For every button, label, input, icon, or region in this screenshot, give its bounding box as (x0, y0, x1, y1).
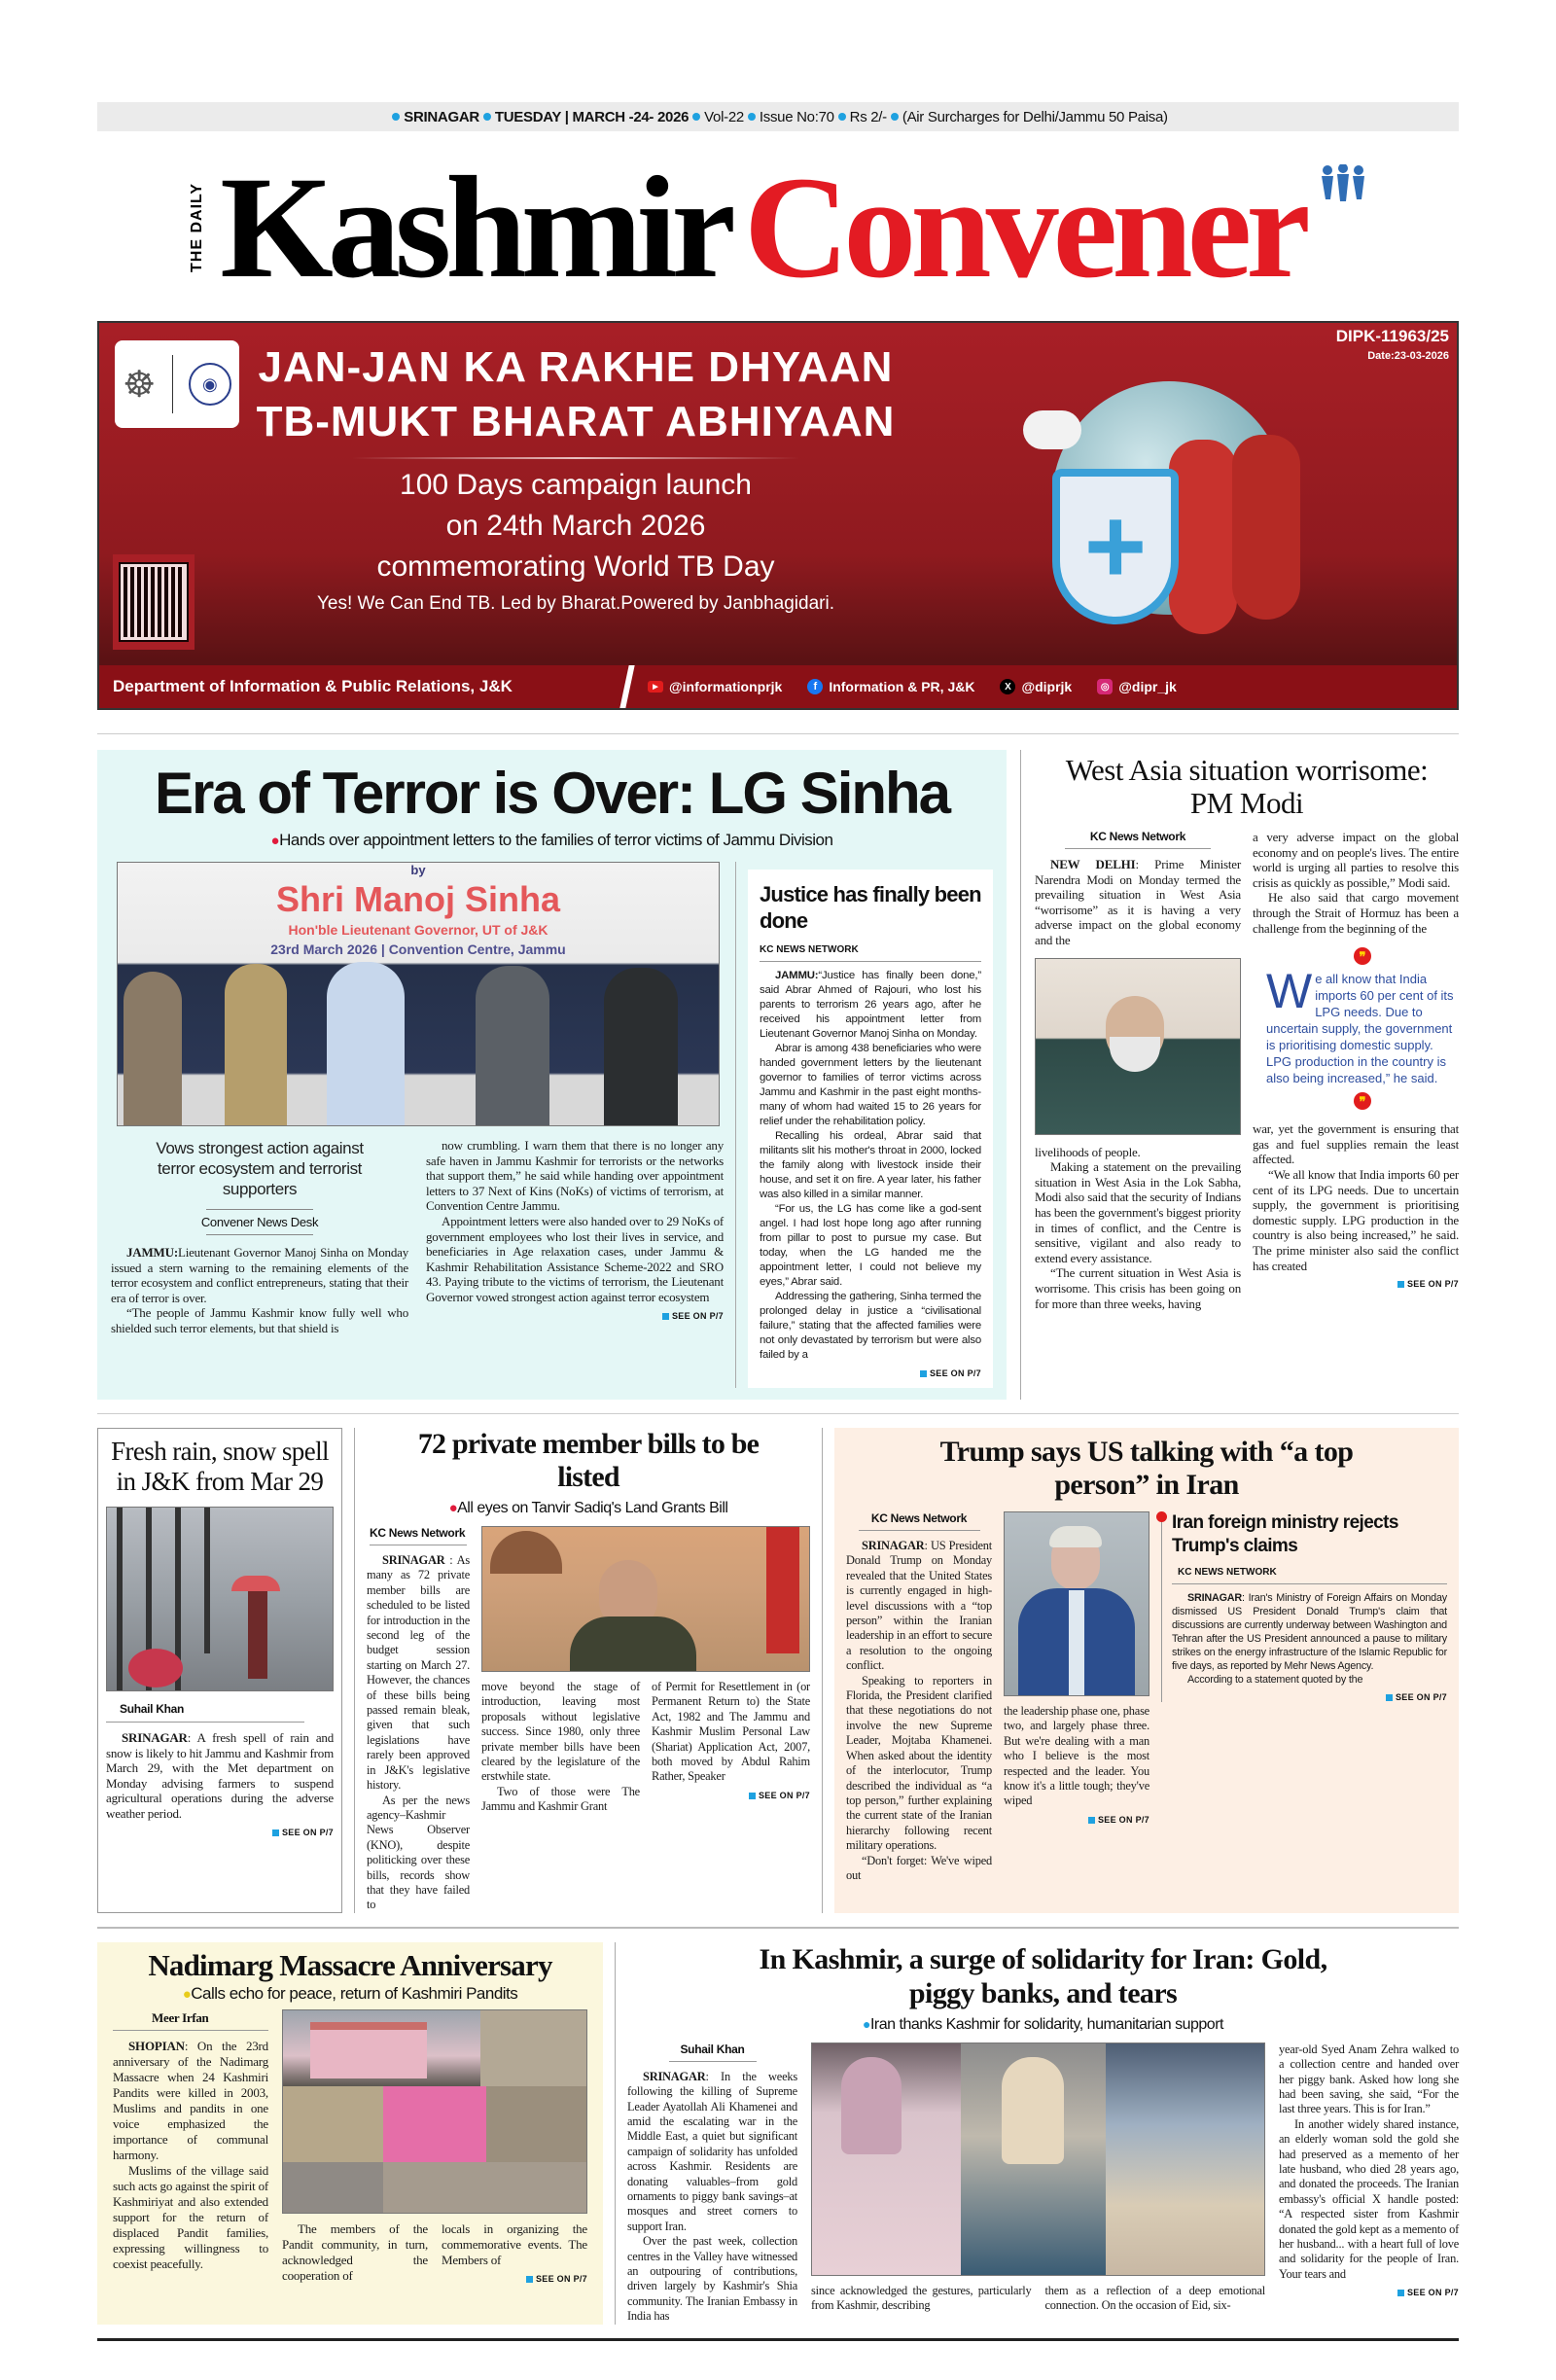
photo-banner-name: Shri Manoj Sinha (275, 879, 561, 919)
modi-col-2-top (1253, 830, 1459, 936)
solidarity-subhead-text: Iran thanks Kashmir for solidarity, humanitarian support (869, 2015, 1223, 2033)
social-youtube[interactable] (648, 679, 782, 694)
lead-photo[interactable] (117, 862, 720, 1126)
square-bullet-icon (662, 1313, 669, 1320)
masthead (97, 137, 1459, 317)
trump-story (834, 1428, 1459, 1913)
lead-kicker: Vows strongest action against terror ecosystem and terrorist supporters (156, 1139, 364, 1198)
paragraph (367, 1553, 470, 1794)
advert-headline-2: TB-MUKT BHARAT ABHIYAAN (256, 398, 896, 445)
sidebar-body (760, 969, 981, 1363)
solidarity-col-4 (1279, 2043, 1459, 2283)
qr-code[interactable] (113, 554, 194, 650)
dateline-surcharge: (Air Surcharges for Delhi/Jammu 50 Paisa) (902, 108, 1168, 125)
bills-col-2 (481, 1680, 640, 1815)
social-instagram[interactable] (1097, 679, 1177, 694)
solidarity-byline: Suhail Khan (669, 2043, 757, 2062)
page-bottom-rule (97, 2338, 1459, 2341)
bills-col-1 (367, 1553, 470, 1913)
paragraph-text: since acknowledged the gestures, particularly from Kashmir, describing (811, 2283, 1032, 2313)
paragraph (481, 1680, 640, 1785)
pull-quote-text: e all know that India imports 60 per cent of its LPG needs. Due to uncertain supply, the government is prioritising domestic supply. LPG production in the country is also being increased,” he said. (1266, 972, 1454, 1086)
trump-photo[interactable] (1004, 1511, 1149, 1696)
paragraph-text: now crumbling. I warn them that there is no longer any safe haven in Jammu Kashmir for terrorists or the networks that support them,” he said while handing over appointment letters to 37 Next of Kins (NoKs) of victims of terrorism, at Convention Centre Jammu. (426, 1138, 724, 1214)
paragraph (1253, 1167, 1459, 1273)
weather-story (97, 1428, 342, 1913)
paragraph-text: war, yet the government is ensuring that gas and fuel supplies remain the least affected. (1253, 1121, 1459, 1167)
see-on-link[interactable] (1172, 1692, 1447, 1702)
paragraph-text: The members of the Pandit community, in turn, acknowledged the cooperation of (282, 2220, 428, 2283)
lead-byline: Convener News Desk (200, 1215, 319, 1229)
modi-story (1035, 750, 1459, 1400)
bills-subhead (367, 1498, 810, 1518)
bills-story (367, 1428, 810, 1913)
paragraph (1253, 1121, 1459, 1167)
paragraph-text: In another widely shared instance, an elderly woman sold the gold she had preserved as a memento of her late husband, who died 28 years ago, and donated the proceeds. The Iranian embassy's official X handle posted: “A respected sister from Kashmir donated the gold kept as a memento of her husband... with a heart full of love and solidarity for the people of Iran. Your tears and (1279, 2116, 1459, 2281)
nadimarg-headline: Nadimarg Massacre Anniversary (148, 1947, 552, 1982)
masthead-title-convener: Convener (743, 146, 1305, 308)
shield-plus-icon: + (1052, 469, 1179, 624)
paragraph-text: Over the past week, collection centres in the Valley have witnessed an outpouring of contributions, driven largely by Kashmir's Shia community. The Iranian Embassy in India has (627, 2234, 797, 2324)
paragraph-text: Two of those were The Jammu and Kashmir Grant (481, 1784, 640, 1814)
paragraph (1035, 1265, 1241, 1311)
advert-dept: Department of Information & Public Relations, J&K (113, 677, 513, 695)
bullet-icon (483, 113, 491, 121)
advert-text-block (245, 340, 906, 617)
lead-subhead (111, 830, 993, 852)
paragraph (1035, 1159, 1241, 1265)
paragraph-text: Making a statement on the prevailing situation in West Asia in the Lok Sabha, Modi also said that the security of Indians has been the government's biggest priority in times of conflict, and the Centre is sensitive, vigilant and also ready to extend every assistance. (1035, 1159, 1241, 1265)
lead-col-2 (426, 1138, 724, 1305)
social-facebook[interactable] (807, 679, 974, 694)
trump-col-1 (846, 1539, 992, 1883)
paragraph (1279, 2043, 1459, 2117)
quote-close-icon: ❞ (1354, 1092, 1371, 1110)
nadimarg-col-3 (442, 2221, 587, 2268)
see-on-link[interactable] (1279, 2288, 1459, 2297)
lead-col-2-wrap (426, 1138, 724, 1321)
solidarity-story (627, 1942, 1459, 2325)
see-on-link[interactable] (426, 1311, 724, 1321)
x-icon: X (1000, 679, 1015, 694)
paragraph (760, 969, 981, 1042)
advert-line-2: on 24th March 2026 (445, 510, 706, 542)
bills-subhead-text: All eyes on Tanvir Sadiq's Land Grants Bill (457, 1500, 728, 1516)
modi-col-1-top (1035, 857, 1241, 948)
dateline-lead: SRINAGAR (862, 1539, 925, 1552)
iran-sidebar (1161, 1511, 1447, 1702)
dateline-price: Rs 2/- (849, 108, 887, 125)
trump-headline: Trump says US talking with “a top person” in Iran (939, 1436, 1354, 1501)
advert-line-3: commemorating World TB Day (376, 551, 775, 583)
modi-photo[interactable] (1035, 958, 1241, 1135)
bullet-icon: ● (863, 2015, 870, 2032)
dateline-lead: SRINAGAR (382, 1553, 445, 1567)
bullet-icon (692, 113, 700, 121)
square-bullet-icon (920, 1370, 927, 1377)
paragraph (111, 1245, 408, 1305)
paragraph (627, 2070, 797, 2234)
modi-headline: West Asia situation worrisome: PM Modi (1065, 753, 1429, 820)
see-on-link[interactable] (1004, 1815, 1149, 1825)
paragraph-text: : Prime Minister Narendra Modi on Monday termed the prevailing situation in West Asia “worrisome” as it is having a very adverse impact on the global economy and the (1035, 857, 1241, 947)
paragraph-text: them as a reflection of a deep emotional connection. On the occasion of Eid, six- (1044, 2283, 1265, 2313)
paragraph-text: : Iran's Ministry of Foreign Affairs on Monday dismissed US President Donald Trump's claim that discussions are currently underway between Washington and Tehran after the US President announced a pause to military strikes on the energy infrastructure of the Islamic Republic for five days, as reported by Mehr News Agency. (1172, 1592, 1447, 1672)
advert-footer (99, 665, 1457, 708)
solidarity-headline: In Kashmir, a surge of solidarity for Iran: Gold, piggy banks, and tears (759, 1942, 1327, 2009)
paragraph (1035, 1145, 1241, 1160)
dateline-issue: Issue No:70 (759, 108, 834, 125)
see-on-text: SEE ON P/7 (1406, 1279, 1459, 1290)
solidarity-subhead (627, 2014, 1459, 2035)
dateline-lead: NEW DELHI (1050, 857, 1136, 871)
paragraph-text: year-old Syed Anam Zehra walked to a collection centre and handed over her piggy bank. Asked how long she had been saving, she said, “For the last three years. This is for Iran.” (1279, 2042, 1459, 2116)
dateline-bar (97, 102, 1459, 131)
see-on-text: SEE ON P/7 (1395, 1692, 1447, 1702)
see-on-text: SEE ON P/7 (1097, 1814, 1149, 1825)
govt-logos (115, 340, 239, 428)
paragraph-text: “The current situation in West Asia is worrisome. This crisis has been going on for more than three weeks, having (1035, 1265, 1241, 1311)
paragraph (1172, 1591, 1447, 1673)
advert-headline-1: JAN-JAN KA RAKHE DHYAAN (258, 343, 894, 391)
nadimarg-story (97, 1942, 603, 2325)
trump-byline: KC News Network (859, 1511, 980, 1531)
paragraph (1253, 890, 1459, 936)
paragraph-text: : A fresh spell of rain and snow is likely to hit Jammu and Kashmir from March 29, with the Met department on Monday advising farmers to suspend agricultural operations during the adverse weather period. (106, 1730, 334, 1821)
social-handle: @informationprjk (669, 679, 783, 694)
red-dot-icon (1156, 1511, 1167, 1522)
square-bullet-icon (526, 2276, 533, 2283)
paragraph-text: of Permit for Resettlement in (or Permanent Return to) the State Act, 1982 and The Jammu and Kashmir Muslim Personal Law (Shariat) Application Act, 2007, both moved by Abdul Rahim Rather, Speaker (652, 1680, 810, 1784)
advert-date: Date:23-03-2026 (1367, 350, 1449, 362)
paragraph (111, 1305, 408, 1335)
paragraph-text: a very adverse impact on the global economy and on people's lives. The entire world is urging all parties to resolve this crisis as quickly as possible,” Modi said. (1253, 830, 1459, 890)
paragraph-text: Muslims of the village said such acts go against the spirit of Kashmiriyat and also extended support for the return of displaced Pandit families, expressing willingness to coexist peacefully. (113, 2162, 268, 2271)
see-on-link[interactable] (1253, 1279, 1459, 1289)
youtube-icon: ▶ (648, 681, 663, 693)
dateline-lead: SHOPIAN (128, 2038, 185, 2053)
modi-col-1-bottom (1035, 1145, 1241, 1312)
modi-pull-quote (1266, 971, 1459, 1086)
nadimarg-col-1 (113, 2039, 268, 2272)
paragraph-text: : US President Donald Trump on Monday revealed that the United States is currently engaged in high-level discussions with a “top person” within the Iranian leadership in an effort to secure a resolution to the ongoing conflict. (846, 1539, 992, 1673)
paragraph (846, 1539, 992, 1674)
paragraph-text: “We all know that India imports 60 per cent of its LPG needs. Due to uncertain supply, the government is prioritising domestic supply. LPG production in the country is also being increased,” he said. The prime minister also said the conflict has created (1253, 1166, 1459, 1273)
social-x[interactable] (1000, 679, 1072, 694)
instagram-icon: ◎ (1097, 679, 1113, 694)
dateline-lead: SRINAGAR (122, 1730, 188, 1745)
people-group-icon (1319, 164, 1367, 205)
paragraph-text: move beyond the stage of introduction, leaving most proposals without legislative success. Since 1980, only three private member bills have been cleared by the legislature of the erstwhile state. (481, 1680, 640, 1784)
see-on-link[interactable] (652, 1791, 810, 1800)
bullet-icon (838, 113, 846, 121)
weather-body (106, 1730, 334, 1822)
paragraph (1172, 1673, 1447, 1687)
see-on-text: SEE ON P/7 (281, 1827, 334, 1837)
paragraph-text: “Justice has finally been done,” said Abrar Ahmed of Rajouri, who lost his parents to terrorism 26 years ago, after he received his appointment letter from Lieutenant Governor Manoj Sinha on Monday. (760, 970, 981, 1040)
iran-headline: Iran foreign ministry rejects Trump's claims (1172, 1512, 1398, 1556)
paragraph (113, 2163, 268, 2272)
bullet-icon: ● (182, 1985, 192, 2003)
social-handle: @diprjk (1021, 679, 1073, 694)
see-on-link[interactable] (760, 1368, 981, 1378)
see-on-link[interactable] (106, 1828, 334, 1837)
paragraph (442, 2221, 587, 2268)
paragraph (652, 1680, 810, 1785)
masthead-title-kashmir: Kashmir (220, 146, 730, 308)
paragraph-text: “The people of Jammu Kashmir know fully well who shielded such terror elements, but that shield is (111, 1305, 408, 1335)
dateline-lead: SRINAGAR (1187, 1592, 1242, 1604)
nadimarg-col-3-wrap (442, 2221, 587, 2284)
paragraph-text: locals in organizing the commemorative events. The Members of (442, 2220, 587, 2267)
paragraph (426, 1214, 724, 1305)
nadimarg-col-2 (282, 2221, 428, 2284)
advert-dipk: DIPK-11963/25 (1335, 327, 1449, 345)
tb-campaign-advert[interactable] (97, 321, 1459, 710)
photo-banner-by: by (410, 863, 426, 877)
dateline-date: TUESDAY | MARCH -24- 2026 (494, 108, 690, 125)
square-bullet-icon (1397, 2290, 1404, 2296)
the-daily-label: THE DAILY (189, 182, 206, 272)
lead-subhead-text: Hands over appointment letters to the families of terror victims of Jammu Division (279, 831, 833, 849)
dipr-seal-icon: ◉ (189, 363, 231, 406)
nadimarg-subhead-text: Calls echo for peace, return of Kashmiri Pandits (191, 1983, 518, 2003)
paragraph-text: He also said that cargo movement through the Strait of Hormuz has been a challenge from the beginning of the (1253, 890, 1459, 936)
lead-col-1-wrap (111, 1138, 408, 1336)
weather-byline: Suhail Khan (106, 1691, 304, 1723)
quote-open-icon: ❞ (1354, 947, 1371, 965)
paragraph-text: : In the weeks following the killing of Supreme Leader Ayatollah Ali Khamenei and amid the escalating war in the Middle East, a quiet but significant campaign of solidarity has unfolded across Kashmir. Residents are donating valuables–from gold ornaments to piggy bank savings–at mosques and street corners to support Iran. (627, 2069, 797, 2233)
paragraph-text: Recalling his ordeal, Abrar said that militants slit his mother's throat in 2000, locked the family along with livestock inside their house, and set it on fire. A year later, his father was also killed in a similar manner. (760, 1130, 981, 1200)
nadimarg-subhead (113, 1983, 587, 2006)
bullet-icon (748, 113, 756, 121)
bullet-icon (891, 113, 899, 121)
modi-col-2-bottom (1253, 1121, 1459, 1273)
paragraph (846, 1674, 992, 1854)
paragraph (1279, 2117, 1459, 2282)
paragraph-text: livelihoods of people. (1035, 1144, 1141, 1159)
iran-body (1172, 1591, 1447, 1687)
paragraph-text: Addressing the gathering, Sinha termed the prolonged delay in justice a “civilisational failure,” stating that the affected families were not only devastated by terrorism but were also failed by a (760, 1291, 981, 1361)
square-bullet-icon (1397, 1281, 1404, 1288)
modi-pull-quote-box (1266, 947, 1459, 1110)
see-on-text: SEE ON P/7 (671, 1310, 724, 1321)
paragraph (760, 1042, 981, 1129)
social-handle: Information & PR, J&K (829, 679, 975, 694)
paragraph (760, 1290, 981, 1363)
lead-headline: Era of Terror is Over: LG Sinha (154, 761, 950, 826)
weather-headline: Fresh rain, snow spell in J&K from Mar 29 (111, 1437, 329, 1496)
paragraph-text: the leadership phase one, phase two, and largely phase three. But we're dealing with a man who I believe is the most respected and the leader. You know it's a little tough; they've wiped (1004, 1704, 1149, 1808)
dateline-lead: JAMMU: (126, 1245, 178, 1260)
health-globe-illustration (1013, 362, 1363, 654)
see-on-link[interactable] (442, 2274, 587, 2284)
nadimarg-byline: Meer Irfan (113, 2009, 268, 2031)
photo-banner-title: Hon'ble Lieutenant Governor, UT of J&K (288, 922, 548, 938)
social-handle: @dipr_jk (1118, 679, 1177, 694)
bullet-icon: ● (448, 1500, 458, 1516)
dateline-volume: Vol-22 (704, 108, 744, 125)
paragraph-text: : As many as 72 private member bills are scheduled to be listed for introduction in the second leg of the budget session starting on March 27. However, the chances of these bills being passed remain bleak, given that such legislations have rarely been approved in J&K's legislative history. (367, 1553, 470, 1793)
nadimarg-photo-collage[interactable] (282, 2009, 587, 2214)
photo-banner-event: 23rd March 2026 | Convention Centre, Jammu (270, 941, 566, 957)
bullet-icon: ● (270, 833, 280, 849)
square-bullet-icon (1386, 1694, 1393, 1701)
modi-byline: KC News Network (1065, 830, 1211, 849)
paragraph-text: Appointment letters were also handed over to 29 NoKs of government employees who lost their lives in service, and beneficiaries in Age relaxation cases, under Jammu & Kashmir Rehabilitation Assistance Scheme-2022 and SRO 43. Paying tribute to the victims of terrorism, the Lieutenant Governor vowed strongest action against terror ecosystem (426, 1213, 724, 1304)
paragraph (282, 2221, 428, 2284)
solidarity-photo[interactable] (811, 2043, 1265, 2276)
paragraph (1253, 830, 1459, 890)
iran-byline: KC NEWS NETWORK (1172, 1558, 1447, 1584)
solidarity-col-3 (1045, 2284, 1266, 2314)
see-on-text: SEE ON P/7 (535, 2273, 587, 2284)
paragraph (113, 2039, 268, 2163)
solidarity-col-2 (811, 2284, 1032, 2314)
bills-photo[interactable] (481, 1526, 810, 1672)
dateline-lead: JAMMU: (775, 970, 819, 981)
square-bullet-icon (272, 1829, 279, 1836)
paragraph (811, 2284, 1032, 2314)
bullet-icon (392, 113, 400, 121)
paragraph (481, 1785, 640, 1815)
solidarity-col-1 (627, 2070, 797, 2325)
paragraph (1045, 2284, 1266, 2314)
bills-headline: 72 private member bills to be listed (417, 1428, 760, 1493)
sidebar-justice (748, 870, 993, 1388)
paragraph (1035, 857, 1241, 948)
paragraph-text: According to a statement quoted by the (1187, 1674, 1363, 1686)
dateline-city: SRINAGAR (404, 108, 479, 125)
advert-line-1: 100 Days campaign launch (400, 469, 752, 501)
advert-tagline: Yes! We Can End TB. Led by Bharat.Powered by Janbhagidari. (317, 593, 834, 614)
paragraph-text: Speaking to reporters in Florida, the President clarified that these negotiations do not involve the new Supreme Leader, Mojtaba Khamenei. When asked about the identity of the interlocutor, Trump described the individual as “a top person,” further explaining the current state of the Iranian hierarchy following recent military operations. (846, 1673, 992, 1853)
paragraph-text: Lieutenant Governor Manoj Sinha on Monday issued a stern warning to the remaining elements of the terror ecosystem and conflict entrepreneurs, stating that their era of terror is over. (111, 1245, 408, 1305)
trump-col-2 (1004, 1704, 1149, 1809)
paragraph (846, 1854, 992, 1884)
paragraph-text: “For us, the LG has come like a god-sent angel. I had lost hope long ago after running from pillar to post to pursue my case. But today, when the LG handed me the appointment letter, I could not believe my eyes,” Abrar said. (760, 1203, 981, 1288)
bills-col-3 (652, 1680, 810, 1785)
paragraph (367, 1794, 470, 1913)
facebook-icon: f (807, 679, 823, 694)
national-emblem-icon: ☸ (123, 364, 157, 406)
paragraph (426, 1138, 724, 1214)
paragraph (106, 1730, 334, 1822)
newspaper-page (97, 0, 1459, 2380)
bills-byline: KC News Network (370, 1526, 467, 1545)
paragraph-text: Abrar is among 438 beneficiaries who were handed government letters by the lieutenant governor to families of terror victims across Jammu and Kashmir in the past eight months-many of whom had waited 15 to 26 years for relief under the rehabilitation policy. (760, 1043, 981, 1127)
square-bullet-icon (749, 1793, 756, 1799)
dropcap: W (1266, 971, 1313, 1019)
dateline-lead: SRINAGAR (643, 2069, 706, 2083)
paragraph-text: “Don't forget: We've wiped out (846, 1853, 992, 1882)
see-on-text: SEE ON P/7 (929, 1368, 981, 1378)
sidebar-headline: Justice has finally been done (760, 882, 981, 933)
lead-story (97, 750, 1007, 1400)
see-on-text: SEE ON P/7 (1406, 2288, 1459, 2298)
paragraph (627, 2234, 797, 2324)
sidebar-byline: KC NEWS NETWORK (760, 943, 981, 962)
paragraph (1004, 1704, 1149, 1809)
bills-col-3-wrap (652, 1680, 810, 1800)
paragraph-text: : On the 23rd anniversary of the Nadimarg Massacre when 24 Kashmiri Pandits were killed in 2003, Muslims and pandits in one voice emphasized the importance of communal harmony. (113, 2038, 268, 2162)
paragraph-text: As per the news agency–Kashmir News Observer (KNO), despite politicking over these bills, records show that they have failed to (367, 1793, 470, 1912)
weather-photo[interactable] (106, 1507, 334, 1691)
square-bullet-icon (1088, 1817, 1095, 1824)
paragraph (760, 1129, 981, 1202)
see-on-text: SEE ON P/7 (758, 1790, 810, 1800)
lead-col-1 (111, 1245, 408, 1336)
paragraph (760, 1202, 981, 1290)
